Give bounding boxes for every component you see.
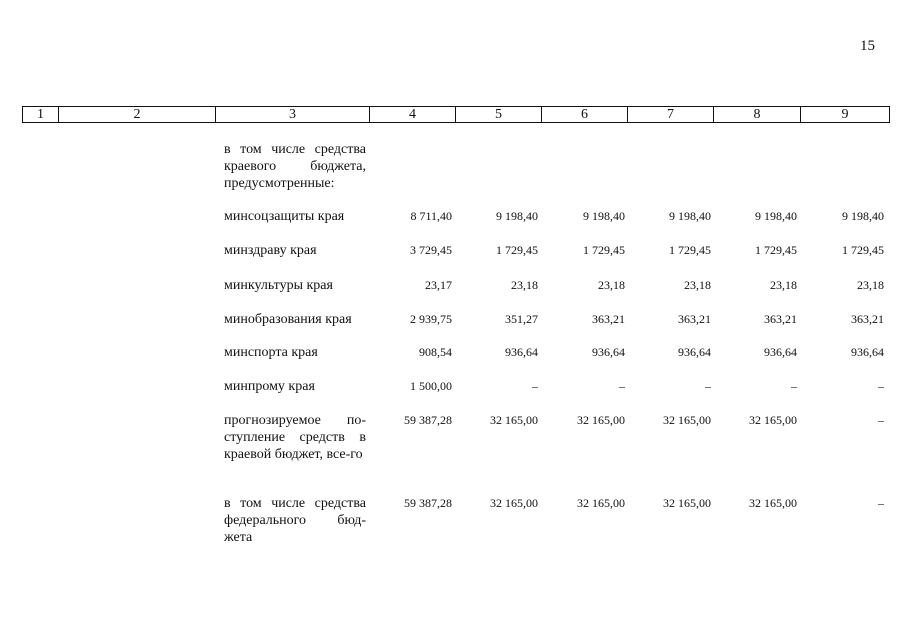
table-cell: 1 729,45 (755, 243, 797, 257)
column-header: 5 (456, 107, 542, 123)
column-header: 2 (59, 107, 216, 123)
table-cell: 32 165,00 (749, 496, 797, 510)
column-number-header (22, 106, 890, 123)
row-label: прогнозируемое по-ступление средств в краевой бюджет, все-го (224, 413, 366, 462)
table-cell: 8 711,40 (410, 209, 452, 223)
row-label: в том числе средства краевого бюджета, предусмотренные: (224, 142, 366, 191)
row-label: минспорта края (224, 345, 318, 360)
column-header: 7 (628, 107, 714, 123)
table-cell: 3 729,45 (410, 243, 452, 257)
row-label: минобразования края (224, 312, 352, 327)
page-number: 15 (860, 38, 875, 54)
table-cell: 32 165,00 (749, 413, 797, 427)
column-header: 6 (542, 107, 628, 123)
row-label: минпрому края (224, 379, 315, 394)
table-cell: 1 729,45 (669, 243, 711, 257)
table-cell: 23,18 (857, 278, 884, 292)
table-cell: 1 729,45 (496, 243, 538, 257)
table-cell: – (791, 379, 797, 393)
table-cell: 9 198,40 (755, 209, 797, 223)
header-row (23, 107, 890, 123)
table-cell: 1 729,45 (583, 243, 625, 257)
table-cell: 59 387,28 (404, 413, 452, 427)
table-cell: 59 387,28 (404, 496, 452, 510)
table-cell: 9 198,40 (669, 209, 711, 223)
row-label: минкультуры края (224, 278, 333, 293)
table-cell: 23,17 (425, 278, 452, 292)
row-label: в том числе средства федерального бюд-жета (224, 496, 366, 545)
table-cell: 32 165,00 (663, 413, 711, 427)
table-cell: 2 939,75 (410, 312, 452, 326)
table-cell: 363,21 (592, 312, 625, 326)
column-header: 8 (714, 107, 801, 123)
table-cell: – (532, 379, 538, 393)
table-cell: 32 165,00 (490, 413, 538, 427)
table-cell: – (878, 379, 884, 393)
table-cell: 32 165,00 (577, 413, 625, 427)
table-cell: 23,18 (511, 278, 538, 292)
table-cell: – (619, 379, 625, 393)
table-cell: 32 165,00 (663, 496, 711, 510)
column-header: 4 (370, 107, 456, 123)
column-header: 9 (801, 107, 890, 123)
table-cell: – (878, 413, 884, 427)
table-cell: 363,21 (678, 312, 711, 326)
table-cell: – (878, 496, 884, 510)
table-cell: 936,64 (505, 345, 538, 359)
table-cell: 936,64 (592, 345, 625, 359)
column-header: 1 (23, 107, 59, 123)
table-cell: 936,64 (678, 345, 711, 359)
table-cell: 23,18 (770, 278, 797, 292)
table-cell: 936,64 (764, 345, 797, 359)
table-cell: 9 198,40 (583, 209, 625, 223)
table-cell: 9 198,40 (496, 209, 538, 223)
row-label: минздраву края (224, 243, 317, 258)
column-header: 3 (216, 107, 370, 123)
table-cell: 1 500,00 (410, 379, 452, 393)
table-cell: 363,21 (851, 312, 884, 326)
table-cell: – (705, 379, 711, 393)
table-cell: 23,18 (598, 278, 625, 292)
table-cell: 9 198,40 (842, 209, 884, 223)
row-label: минсоцзащиты края (224, 209, 345, 224)
table-cell: 23,18 (684, 278, 711, 292)
table-cell: 908,54 (419, 345, 452, 359)
table-cell: 351,27 (505, 312, 538, 326)
table-cell: 32 165,00 (490, 496, 538, 510)
table-cell: 1 729,45 (842, 243, 884, 257)
table-cell: 363,21 (764, 312, 797, 326)
table-cell: 32 165,00 (577, 496, 625, 510)
table-cell: 936,64 (851, 345, 884, 359)
